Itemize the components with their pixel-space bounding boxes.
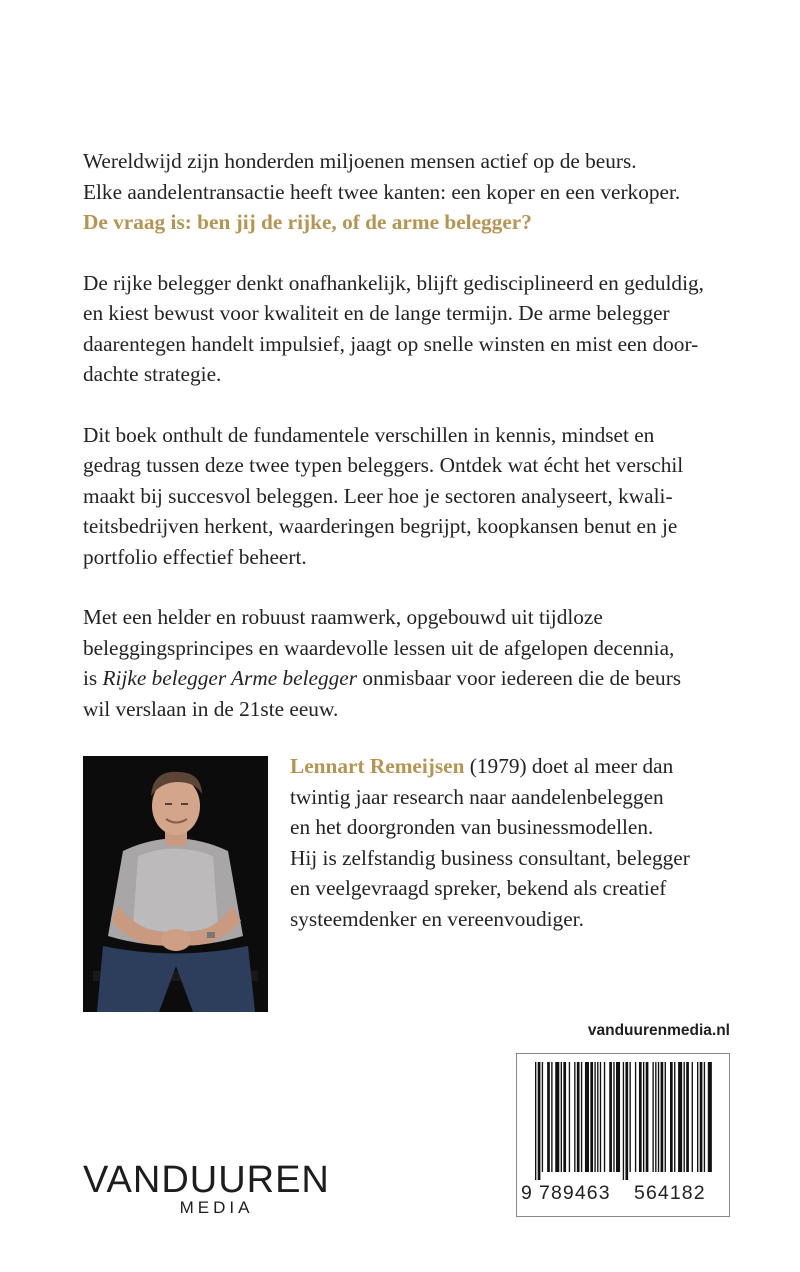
book-title-italic: Rijke belegger Arme belegger (102, 666, 358, 690)
barcode-bar (604, 1062, 605, 1172)
barcode-bar (692, 1062, 693, 1172)
barcode-bar (697, 1062, 698, 1172)
barcode-bar (684, 1062, 685, 1172)
barcode-bar (639, 1062, 642, 1172)
barcode-bar (594, 1062, 595, 1172)
blurb-line: De rijke belegger denkt onafhankelijk, blijft gedisciplineerd en geduldig, (83, 270, 704, 295)
barcode-bar (700, 1062, 703, 1172)
author-bio-line: systeemdenker en vereenvoudiger. (290, 906, 584, 931)
isbn-barcode (516, 1053, 730, 1217)
blurb-paragraph-3 (83, 420, 743, 573)
barcode-bar (551, 1062, 552, 1172)
blurb-line: dachte strategie. (83, 362, 222, 386)
author-bio (290, 751, 760, 934)
isbn-right-group: 564182 (634, 1182, 706, 1204)
author-bio-line: twintig jaar research naar aandelenbeleggen (290, 784, 664, 809)
blurb-line: Dit boek onthult de fundamentele verschillen in kennis, mindset en (83, 422, 655, 447)
blurb-line: portfolio effectief beheert. (83, 544, 307, 569)
barcode-bar (635, 1062, 636, 1172)
barcode-bar (569, 1062, 570, 1172)
back-cover-blurb (83, 146, 743, 754)
blurb-line: beleggingsprincipes en waardevolle lessen uit de afgelopen decennia, (83, 635, 675, 660)
isbn-prefix-digit: 9 (521, 1182, 533, 1204)
blurb-line: Wereldwijd zijn honderden miljoenen mensen actief op de beurs. (83, 149, 637, 173)
blurb-line: Elke aandelentransactie heeft twee kanten: een koper en een verkoper. (83, 179, 681, 204)
author-bio-line: en veelgevraagd spreker, bekend als creatief (290, 876, 667, 900)
barcode-bar (609, 1062, 612, 1172)
author-name: Lennart Remeijsen (290, 754, 465, 778)
author-bio-text: (1979) doet al meer dan (464, 754, 674, 778)
barcode-bar (625, 1062, 628, 1180)
blurb-line: teitsbedrijven herkent, waarderingen begrijpt, koopkansen benut en je (83, 514, 678, 538)
barcode-bar (630, 1062, 631, 1172)
blurb-line: daarentegen handelt impulsief, jaagt op snelle winsten en mist een door- (83, 331, 699, 356)
publisher-url: vanduurenmedia.nl (587, 1022, 730, 1039)
barcode-bar (581, 1062, 582, 1172)
blurb-line-with-title (83, 663, 743, 694)
blurb-paragraph-2 (83, 268, 743, 390)
publisher-logo (83, 1159, 330, 1218)
barcode-bar (643, 1062, 644, 1172)
barcode-bar (590, 1062, 593, 1172)
author-portrait-illustration (83, 756, 268, 1012)
barcode-bar (597, 1062, 598, 1172)
barcode-bar (655, 1062, 656, 1172)
barcode-bar (704, 1062, 705, 1172)
isbn-left-group: 789463 (539, 1182, 611, 1204)
barcode-bar (661, 1062, 664, 1172)
author-photo (83, 756, 268, 1012)
barcode-bar (646, 1062, 649, 1172)
author-bio-first-line (290, 751, 760, 782)
blurb-text: onmisbaar voor iedereen die de beurs (357, 666, 682, 690)
blurb-line: gedrag tussen deze twee typen beleggers. Ontdek wat écht het verschil (83, 453, 684, 477)
blurb-line: wil verslaan in de 21ste eeuw. (83, 696, 339, 721)
barcode-bar (652, 1062, 653, 1172)
barcode-bar (613, 1062, 614, 1172)
barcode-bar (674, 1062, 675, 1172)
barcode-bar (574, 1062, 575, 1172)
barcode-bar (547, 1062, 550, 1172)
blurb-line: en kiest bewust voor kwaliteit en de lange termijn. De arme belegger (83, 301, 670, 325)
blurb-paragraph-1 (83, 146, 743, 238)
barcode-bar (623, 1062, 624, 1180)
publisher-logo-wordmark: VANDUUREN (83, 1159, 330, 1201)
barcode-bars (535, 1062, 713, 1180)
blurb-paragraph-4 (83, 602, 743, 724)
barcode-bar (616, 1062, 620, 1172)
barcode-bar (538, 1062, 541, 1180)
barcode-bar (658, 1062, 659, 1172)
barcode-bar (678, 1062, 682, 1172)
barcode-bar (670, 1062, 673, 1172)
blurb-line: Met een helder en robuust raamwerk, opgebouwd uit tijdloze (83, 605, 603, 629)
barcode-bar (577, 1062, 580, 1172)
blurb-highlight-question: De vraag is: ben jij de rijke, of de arme belegger? (83, 210, 532, 234)
barcode-bar (585, 1062, 589, 1172)
publisher-logo-subtitle: MEDIA (179, 1198, 254, 1217)
barcode-bar (563, 1062, 566, 1172)
barcode-bar (542, 1062, 543, 1172)
barcode-bar (665, 1062, 666, 1172)
blurb-line: maakt bij succesvol beleggen. Leer hoe je sectoren analyseert, kwali- (83, 483, 673, 508)
barcode-bar (686, 1062, 689, 1172)
barcode-bar (561, 1062, 562, 1172)
author-bio-line: en het doorgronden van businessmodellen. (290, 815, 654, 839)
barcode-bar (708, 1062, 712, 1172)
barcode-bar (535, 1062, 536, 1180)
barcode-bar (555, 1062, 559, 1172)
blurb-text: is (83, 666, 103, 690)
author-bio-line: Hij is zelfstandig business consultant, belegger (290, 845, 690, 870)
barcode-bar (600, 1062, 601, 1172)
